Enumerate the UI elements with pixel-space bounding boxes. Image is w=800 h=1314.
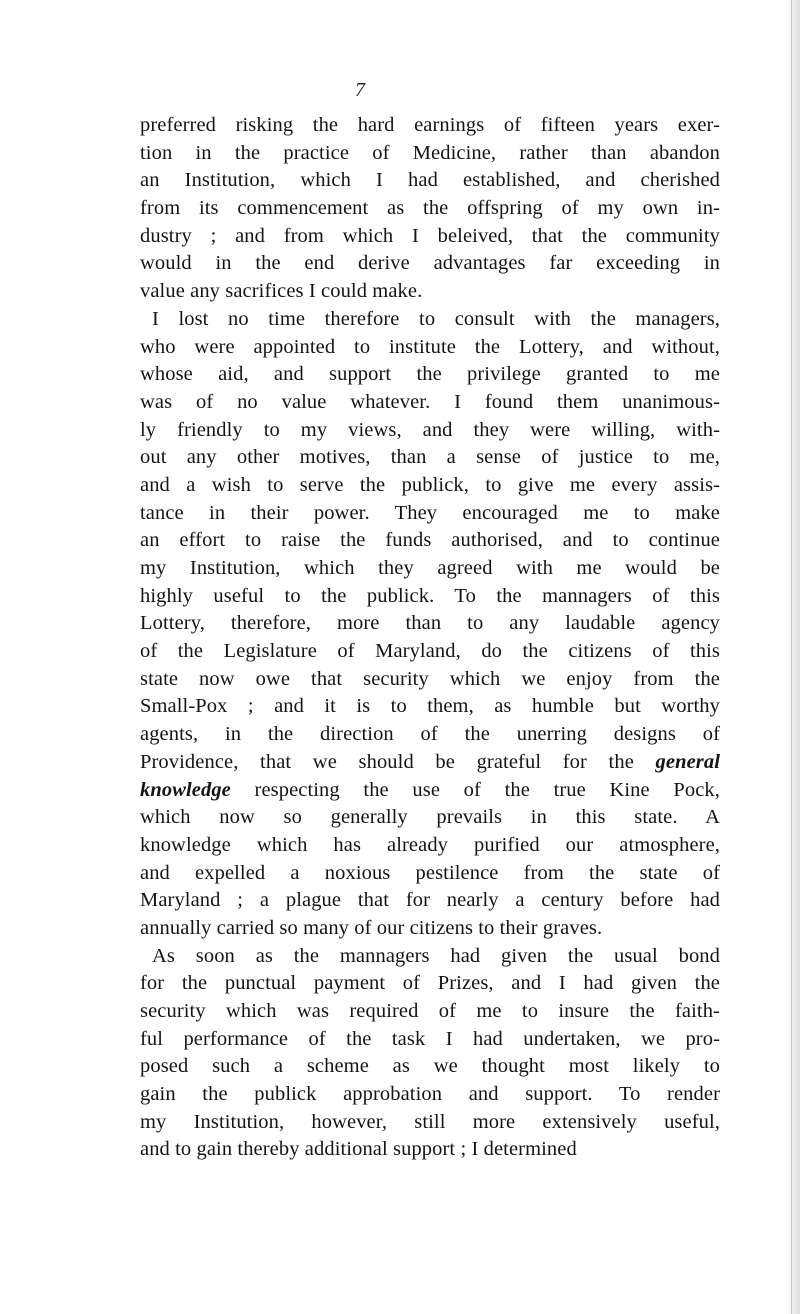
text-line: and a wish to serve the publick, to give me every assis- (140, 473, 720, 496)
text-line: whose aid, and support the privilege granted to me (140, 363, 720, 386)
text-line: annually carried so many of our citizens to their graves. (140, 916, 603, 939)
italic-phrase: knowledge (140, 778, 231, 801)
text-line: from its commencement as the offspring of my own in- (140, 197, 720, 220)
text-line: and to gain thereby additional support ; I determined (140, 1138, 577, 1161)
text-line: of the Legislature of Maryland, do the citizens of this (140, 640, 720, 663)
body-text (140, 112, 720, 1164)
text-line: for the punctual payment of Prizes, and I had given the (140, 972, 720, 995)
italic-phrase: general (655, 750, 720, 773)
text-line: and expelled a noxious pestilence from the state of (140, 861, 720, 884)
text-line: out any other motives, than a sense of justice to me, (140, 446, 720, 469)
text-line: highly useful to the publick. To the mannagers of this (140, 584, 720, 607)
text-segment: Providence, that we should be grateful for the (140, 750, 656, 773)
text-line: posed such a scheme as we thought most likely to (140, 1055, 720, 1078)
text-line: preferred risking the hard earnings of fifteen years exer- (140, 114, 720, 136)
text-line: an Institution, which I had established, and cherished (140, 169, 720, 192)
text-line: ful performance of the task I had undertaken, we pro- (140, 1027, 720, 1050)
text-line: dustry ; and from which I beleived, that the community (140, 224, 720, 247)
text-line: tion in the practice of Medicine, rather than abandon (140, 141, 720, 164)
text-line: who were appointed to institute the Lottery, and without, (140, 335, 720, 358)
text-line: was of no value whatever. I found them unanimous- (140, 390, 720, 413)
text-line: tance in their power. They encouraged me to make (140, 501, 720, 524)
text-line: knowledge which has already purified our atmosphere, (140, 833, 720, 856)
text-line: state now owe that security which we enjoy from the (140, 667, 720, 690)
text-line: Small-Pox ; and it is to them, as humble but worthy (140, 695, 720, 718)
text-line: an effort to raise the funds authorised, and to continue (140, 529, 720, 552)
text-line: Lottery, therefore, more than to any laudable agency (140, 612, 720, 635)
text-line: As soon as the mannagers had given the usual bond (152, 944, 720, 967)
page-number: 7 (355, 79, 365, 101)
text-line: gain the publick approbation and support. To render (140, 1083, 720, 1106)
text-line: I lost no time therefore to consult with the managers, (152, 307, 720, 330)
page-edge-shadow (786, 0, 800, 1314)
text-line: agents, in the direction of the unerring designs of (140, 723, 720, 746)
text-line: ly friendly to my views, and they were willing, with- (140, 418, 720, 441)
page-edge-line (791, 0, 792, 1314)
text-line-knowledge (140, 777, 720, 805)
text-line-general (140, 749, 720, 777)
text-line: my Institution, however, still more extensively useful, (140, 1110, 720, 1133)
text-line: my Institution, which they agreed with me would be (140, 557, 720, 579)
text-line: would in the end derive advantages far exceeding in (140, 252, 720, 275)
text-line: Maryland ; a plague that for nearly a century before had (140, 889, 720, 912)
text-segment: respecting the use of the true Kine Pock, (230, 778, 720, 801)
text-line: security which was required of me to insure the faith- (140, 1000, 720, 1022)
text-line: which now so generally prevails in this state. A (140, 806, 720, 829)
text-line: value any sacrifices I could make. (140, 280, 423, 303)
